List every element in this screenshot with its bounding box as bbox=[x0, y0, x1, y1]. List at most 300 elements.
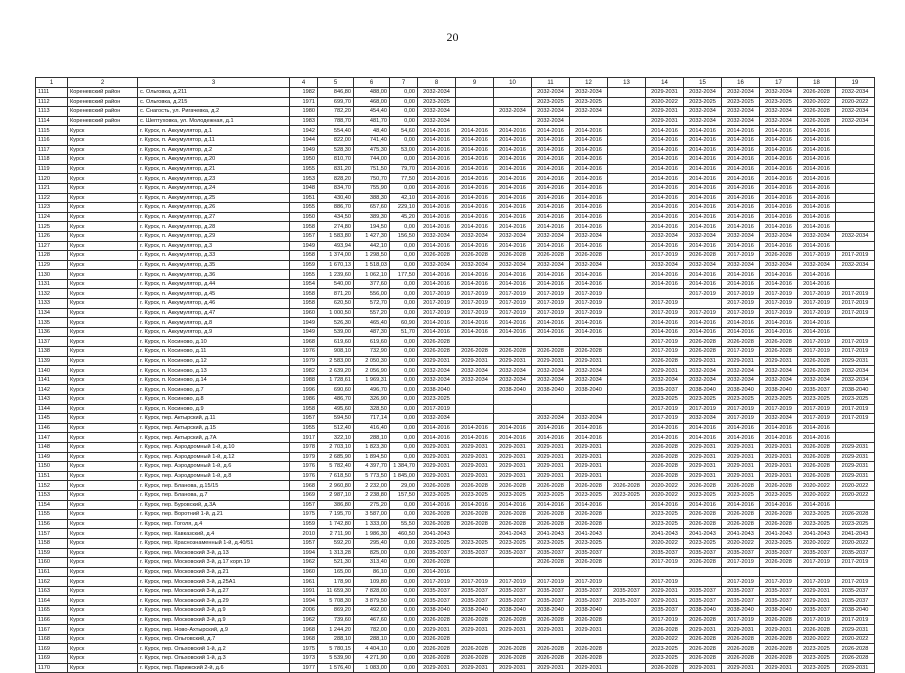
table-cell: 2032-2034 bbox=[532, 116, 570, 126]
table-cell: 2032-2034 bbox=[760, 116, 798, 126]
table-cell: 2023-2025 bbox=[570, 97, 608, 107]
table-cell: 2038-2040 bbox=[836, 385, 875, 395]
table-cell: 0,00 bbox=[390, 97, 418, 107]
table-cell bbox=[608, 567, 646, 577]
table-cell: 1 384,70 bbox=[390, 462, 418, 472]
table-cell: 2026-2028 bbox=[836, 654, 875, 664]
table-cell: 495,60 bbox=[318, 404, 354, 414]
table-cell: 2014-2016 bbox=[418, 433, 456, 443]
table-cell: 1957 bbox=[290, 231, 318, 241]
table-cell: Курск bbox=[68, 615, 138, 625]
table-cell: 0,00 bbox=[390, 260, 418, 270]
table-cell: 2014-2016 bbox=[798, 203, 836, 213]
table-cell: 1112 bbox=[36, 97, 68, 107]
table-cell: 1128 bbox=[36, 251, 68, 261]
table-cell: 2017-2019 bbox=[646, 299, 684, 309]
table-cell: 322,10 bbox=[318, 433, 354, 443]
table-cell: 2014-2016 bbox=[798, 135, 836, 145]
table-cell: 1979 bbox=[290, 452, 318, 462]
table-cell: 2029-2031 bbox=[456, 452, 494, 462]
table-cell: 2017-2019 bbox=[684, 308, 722, 318]
table-cell: 2017-2019 bbox=[760, 308, 798, 318]
table-cell: 2014-2016 bbox=[760, 318, 798, 328]
table-row bbox=[36, 289, 875, 299]
table-cell: 2032-2034 bbox=[532, 88, 570, 98]
table-cell: 288,10 bbox=[354, 634, 390, 644]
table-cell: 2014-2016 bbox=[646, 174, 684, 184]
table-cell: 2023-2025 bbox=[684, 395, 722, 405]
table-cell bbox=[608, 644, 646, 654]
table-cell: 2032-2034 bbox=[494, 107, 532, 117]
table-cell: 1988 bbox=[290, 375, 318, 385]
table-cell: 2026-2028 bbox=[456, 481, 494, 491]
table-cell: 2014-2016 bbox=[646, 203, 684, 213]
table-cell: 487,30 bbox=[354, 327, 390, 337]
table-cell: 2017-2019 bbox=[532, 289, 570, 299]
table-cell: 2038-2040 bbox=[722, 606, 760, 616]
table-cell: 2029-2031 bbox=[760, 625, 798, 635]
table-cell: 2014-2016 bbox=[760, 155, 798, 165]
table-cell: 1170 bbox=[36, 663, 68, 673]
table-row bbox=[36, 433, 875, 443]
table-cell bbox=[836, 135, 875, 145]
table-cell: 2014-2016 bbox=[456, 155, 494, 165]
table-cell: 1955 bbox=[290, 423, 318, 433]
table-cell: 2023-2025 bbox=[646, 519, 684, 529]
table-cell: 1153 bbox=[36, 490, 68, 500]
table-cell: 2029-2031 bbox=[494, 462, 532, 472]
table-cell bbox=[494, 414, 532, 424]
table-cell: 2020-2022 bbox=[722, 538, 760, 548]
table-row bbox=[36, 308, 875, 318]
table-cell: Курск bbox=[68, 423, 138, 433]
table-cell bbox=[608, 433, 646, 443]
table-cell: 2014-2016 bbox=[494, 241, 532, 251]
table-cell: 2023-2025 bbox=[684, 490, 722, 500]
table-cell: 460,50 bbox=[390, 529, 418, 539]
table-cell: 2020-2022 bbox=[646, 490, 684, 500]
table-cell: 2026-2028 bbox=[798, 471, 836, 481]
column-header: 19 bbox=[836, 78, 875, 88]
table-cell bbox=[684, 299, 722, 309]
table-cell: 2029-2031 bbox=[760, 356, 798, 366]
table-cell: 2041-2043 bbox=[418, 529, 456, 539]
table-cell: 2014-2016 bbox=[684, 433, 722, 443]
table-cell: 2014-2016 bbox=[722, 327, 760, 337]
table-cell: 2014-2016 bbox=[798, 433, 836, 443]
table-cell: 5 782,40 bbox=[318, 462, 354, 472]
table-cell: 2032-2034 bbox=[722, 260, 760, 270]
table-cell: 2032-2034 bbox=[722, 88, 760, 98]
table-cell: 2017-2019 bbox=[532, 299, 570, 309]
table-cell bbox=[570, 634, 608, 644]
table-cell: 2014-2016 bbox=[722, 203, 760, 213]
table-cell: Курск bbox=[68, 251, 138, 261]
table-cell: 2023-2025 bbox=[646, 510, 684, 520]
table-cell: 2038-2040 bbox=[570, 606, 608, 616]
table-row bbox=[36, 203, 875, 213]
table-cell: 2026-2028 bbox=[532, 654, 570, 664]
table-cell: 0,00 bbox=[390, 577, 418, 587]
table-cell: 5 773,50 bbox=[354, 471, 390, 481]
table-cell: 0,00 bbox=[390, 558, 418, 568]
table-cell: 2029-2031 bbox=[760, 452, 798, 462]
table-cell: 2014-2016 bbox=[798, 500, 836, 510]
table-cell: 2017-2019 bbox=[836, 337, 875, 347]
table-cell: 2014-2016 bbox=[532, 279, 570, 289]
table-row bbox=[36, 318, 875, 328]
table-cell: 2026-2028 bbox=[570, 510, 608, 520]
table-cell: 2017-2019 bbox=[836, 577, 875, 587]
table-cell: 540,00 bbox=[318, 279, 354, 289]
table-cell bbox=[836, 500, 875, 510]
table-cell: 2014-2016 bbox=[798, 164, 836, 174]
table-cell: 2023-2025 bbox=[798, 519, 836, 529]
table-cell: Курск bbox=[68, 126, 138, 136]
table-cell: 1116 bbox=[36, 135, 68, 145]
table-cell: 0,00 bbox=[390, 452, 418, 462]
table-cell: 2014-2016 bbox=[798, 241, 836, 251]
table-cell: г. Курск, пер. Буровский, д.3А bbox=[138, 500, 290, 510]
table-cell: 0,00 bbox=[390, 116, 418, 126]
table-cell: 2023-2025 bbox=[570, 538, 608, 548]
table-cell: 2041-2043 bbox=[532, 529, 570, 539]
table-cell: Курск bbox=[68, 241, 138, 251]
table-cell: 2032-2034 bbox=[418, 107, 456, 117]
table-cell: Курск bbox=[68, 433, 138, 443]
table-cell: 2 056,90 bbox=[354, 366, 390, 376]
table-cell: 2032-2034 bbox=[798, 260, 836, 270]
table-cell: 2017-2019 bbox=[646, 308, 684, 318]
table-cell: 2014-2016 bbox=[532, 135, 570, 145]
table-cell: 2023-2025 bbox=[608, 490, 646, 500]
table-cell: 2014-2016 bbox=[570, 145, 608, 155]
table-cell: 2032-2034 bbox=[418, 260, 456, 270]
table-cell: 1975 bbox=[290, 644, 318, 654]
table-cell: Кореневский район bbox=[68, 97, 138, 107]
table-cell: г. Курск, пер. Актырский, д.7А bbox=[138, 433, 290, 443]
table-cell: 0,00 bbox=[390, 107, 418, 117]
table-row bbox=[36, 327, 875, 337]
table-cell: 2014-2016 bbox=[798, 155, 836, 165]
table-cell: 2014-2016 bbox=[532, 423, 570, 433]
table-cell: 2029-2031 bbox=[760, 462, 798, 472]
table-cell: 1968 bbox=[290, 625, 318, 635]
table-cell: 2017-2019 bbox=[494, 577, 532, 587]
table-cell: 2017-2019 bbox=[798, 577, 836, 587]
table-cell: с. Ольговка, д.215 bbox=[138, 97, 290, 107]
table-cell: 2014-2016 bbox=[532, 155, 570, 165]
table-cell: 2032-2034 bbox=[532, 107, 570, 117]
table-cell: 1166 bbox=[36, 615, 68, 625]
table-cell: г. Курск, пер. Московский 3-й, д.13 bbox=[138, 548, 290, 558]
table-cell: 2026-2028 bbox=[798, 442, 836, 452]
table-row bbox=[36, 586, 875, 596]
table-cell: г. Курск, п. Аккумулятор, д.8 bbox=[138, 318, 290, 328]
table-cell: 1131 bbox=[36, 279, 68, 289]
table-cell bbox=[570, 116, 608, 126]
table-cell: 2023-2025 bbox=[494, 490, 532, 500]
table-cell: 2032-2034 bbox=[836, 260, 875, 270]
table-cell: 2014-2016 bbox=[418, 164, 456, 174]
table-cell: 526,30 bbox=[318, 318, 354, 328]
column-header: 9 bbox=[456, 78, 494, 88]
table-cell bbox=[646, 289, 684, 299]
table-cell bbox=[608, 510, 646, 520]
table-cell bbox=[836, 203, 875, 213]
table-cell: 750,70 bbox=[354, 174, 390, 184]
table-cell: 2017-2019 bbox=[646, 577, 684, 587]
table-cell: 1975 bbox=[290, 510, 318, 520]
table-cell: 1113 bbox=[36, 107, 68, 117]
table-row bbox=[36, 471, 875, 481]
table-cell: 2029-2031 bbox=[760, 442, 798, 452]
table-cell: 2032-2034 bbox=[456, 231, 494, 241]
housing-schedule-table bbox=[35, 77, 875, 673]
table-cell: г. Курск, п. Аккумулятор, д.20 bbox=[138, 155, 290, 165]
table-cell: 1950 bbox=[290, 155, 318, 165]
table-cell: 2014-2016 bbox=[798, 193, 836, 203]
table-cell: 1917 bbox=[290, 433, 318, 443]
table-cell: 0,00 bbox=[390, 385, 418, 395]
table-cell: 1951 bbox=[290, 193, 318, 203]
table-cell: 2032-2034 bbox=[570, 414, 608, 424]
table-cell: 7 195,70 bbox=[318, 510, 354, 520]
table-cell: 2026-2028 bbox=[532, 510, 570, 520]
table-cell: 2014-2016 bbox=[646, 183, 684, 193]
table-cell: 2017-2019 bbox=[532, 308, 570, 318]
table-cell: 2029-2031 bbox=[646, 586, 684, 596]
table-cell: 0,00 bbox=[390, 567, 418, 577]
table-row bbox=[36, 423, 875, 433]
table-cell bbox=[836, 241, 875, 251]
table-cell: 2014-2016 bbox=[418, 500, 456, 510]
table-cell: 2014-2016 bbox=[760, 126, 798, 136]
table-cell: 2017-2019 bbox=[836, 404, 875, 414]
table-cell bbox=[456, 634, 494, 644]
table-cell: 2026-2028 bbox=[570, 654, 608, 664]
table-cell bbox=[532, 337, 570, 347]
table-cell: 2026-2028 bbox=[418, 347, 456, 357]
table-cell: 2029-2031 bbox=[684, 462, 722, 472]
table-cell: 2026-2028 bbox=[494, 251, 532, 261]
table-cell: 2014-2016 bbox=[494, 126, 532, 136]
table-cell bbox=[608, 327, 646, 337]
table-cell bbox=[456, 567, 494, 577]
table-cell bbox=[608, 663, 646, 673]
table-cell: 521,30 bbox=[318, 558, 354, 568]
table-cell: 2014-2016 bbox=[494, 327, 532, 337]
table-cell: 2014-2016 bbox=[722, 241, 760, 251]
table-cell: 2020-2022 bbox=[646, 97, 684, 107]
column-header: 12 bbox=[570, 78, 608, 88]
table-cell: 2029-2031 bbox=[646, 116, 684, 126]
table-cell: 2029-2031 bbox=[456, 356, 494, 366]
table-cell: 2038-2040 bbox=[418, 385, 456, 395]
table-cell: 2035-2037 bbox=[760, 586, 798, 596]
table-cell bbox=[608, 385, 646, 395]
table-cell: 2035-2037 bbox=[798, 548, 836, 558]
table-cell: г. Курск, п. Косиново, д.9 bbox=[138, 404, 290, 414]
table-cell: 1118 bbox=[36, 155, 68, 165]
table-row bbox=[36, 155, 875, 165]
table-cell: 2035-2037 bbox=[456, 596, 494, 606]
column-header: 3 bbox=[138, 78, 290, 88]
table-cell: 657,60 bbox=[354, 203, 390, 213]
table-cell: 2014-2016 bbox=[798, 279, 836, 289]
table-cell: 493,94 bbox=[318, 241, 354, 251]
table-cell: 2026-2028 bbox=[684, 615, 722, 625]
table-cell: 2035-2037 bbox=[494, 548, 532, 558]
table-cell: 5 780,15 bbox=[318, 644, 354, 654]
table-cell: 48,40 bbox=[354, 126, 390, 136]
table-cell: 2014-2016 bbox=[684, 241, 722, 251]
table-cell: 2038-2040 bbox=[456, 606, 494, 616]
table-cell: 2014-2016 bbox=[418, 203, 456, 213]
table-cell: 2032-2034 bbox=[418, 414, 456, 424]
table-cell: 475,30 bbox=[354, 145, 390, 155]
table-cell bbox=[608, 135, 646, 145]
table-cell bbox=[608, 471, 646, 481]
table-row bbox=[36, 366, 875, 376]
table-cell: 2017-2019 bbox=[456, 299, 494, 309]
table-cell: 2014-2016 bbox=[760, 164, 798, 174]
table-cell: 1169 bbox=[36, 644, 68, 654]
table-cell: 2014-2016 bbox=[722, 145, 760, 155]
table-cell: 481,70 bbox=[354, 116, 390, 126]
table-cell: 1991 bbox=[290, 586, 318, 596]
table-cell: 2014-2016 bbox=[798, 126, 836, 136]
table-row bbox=[36, 107, 875, 117]
table-cell bbox=[608, 395, 646, 405]
table-cell: 755,90 bbox=[354, 183, 390, 193]
table-cell: 741,40 bbox=[354, 135, 390, 145]
table-cell: 2017-2019 bbox=[798, 337, 836, 347]
table-cell: 2017-2019 bbox=[722, 347, 760, 357]
table-cell: 2026-2028 bbox=[684, 481, 722, 491]
table-row bbox=[36, 577, 875, 587]
table-cell: 0,00 bbox=[390, 442, 418, 452]
table-cell: 822,00 bbox=[318, 135, 354, 145]
table-cell: 2032-2034 bbox=[532, 231, 570, 241]
table-cell: 54,60 bbox=[390, 126, 418, 136]
table-cell: 1958 bbox=[290, 404, 318, 414]
table-cell: 2017-2019 bbox=[684, 289, 722, 299]
table-cell: 2023-2025 bbox=[646, 395, 684, 405]
table-cell: 2023-2025 bbox=[798, 654, 836, 664]
table-cell bbox=[532, 404, 570, 414]
table-cell: 2038-2040 bbox=[760, 606, 798, 616]
table-cell: 2014-2016 bbox=[760, 423, 798, 433]
table-cell: 2035-2037 bbox=[684, 586, 722, 596]
table-cell bbox=[836, 155, 875, 165]
table-cell: 2017-2019 bbox=[836, 299, 875, 309]
table-cell: 2029-2031 bbox=[418, 452, 456, 462]
table-cell: Курск bbox=[68, 231, 138, 241]
table-cell bbox=[532, 634, 570, 644]
table-cell bbox=[494, 395, 532, 405]
table-cell bbox=[608, 366, 646, 376]
table-cell: 2029-2031 bbox=[760, 663, 798, 673]
table-cell: 2023-2025 bbox=[760, 97, 798, 107]
table-row bbox=[36, 337, 875, 347]
column-header: 13 bbox=[608, 78, 646, 88]
table-cell bbox=[608, 222, 646, 232]
table-cell: 1986 bbox=[290, 395, 318, 405]
table-cell: 2014-2016 bbox=[532, 193, 570, 203]
table-cell bbox=[608, 251, 646, 261]
table-cell: 2 639,20 bbox=[318, 366, 354, 376]
table-cell bbox=[836, 126, 875, 136]
table-cell: 2014-2016 bbox=[760, 193, 798, 203]
table-cell: 2014-2016 bbox=[760, 174, 798, 184]
table-cell bbox=[608, 404, 646, 414]
table-cell: 2035-2037 bbox=[456, 586, 494, 596]
table-cell bbox=[456, 558, 494, 568]
table-cell: 1982 bbox=[290, 366, 318, 376]
table-cell: 2032-2034 bbox=[722, 107, 760, 117]
table-cell: 2026-2028 bbox=[494, 481, 532, 491]
table-cell: 2017-2019 bbox=[532, 577, 570, 587]
table-cell: 2014-2016 bbox=[418, 145, 456, 155]
table-cell: 2026-2028 bbox=[418, 644, 456, 654]
table-cell: 2035-2037 bbox=[722, 548, 760, 558]
table-cell: 2014-2016 bbox=[760, 241, 798, 251]
table-cell: Курск bbox=[68, 183, 138, 193]
table-cell: 2026-2028 bbox=[646, 625, 684, 635]
table-row bbox=[36, 260, 875, 270]
table-cell: 2017-2019 bbox=[418, 404, 456, 414]
table-cell: 1983 bbox=[290, 116, 318, 126]
table-cell: 194,50 bbox=[354, 222, 390, 232]
table-cell: 2029-2031 bbox=[684, 442, 722, 452]
table-cell: 1136 bbox=[36, 327, 68, 337]
table-cell bbox=[836, 327, 875, 337]
table-cell: 1144 bbox=[36, 404, 68, 414]
table-cell: 744,00 bbox=[354, 155, 390, 165]
table-cell bbox=[570, 404, 608, 414]
table-cell: 2026-2028 bbox=[418, 519, 456, 529]
table-cell bbox=[570, 567, 608, 577]
table-cell: 2014-2016 bbox=[722, 135, 760, 145]
table-cell: 2035-2037 bbox=[532, 586, 570, 596]
table-cell: 229,10 bbox=[390, 203, 418, 213]
table-cell: 1957 bbox=[290, 538, 318, 548]
table-cell: 454,40 bbox=[354, 107, 390, 117]
table-cell: 1127 bbox=[36, 241, 68, 251]
table-cell: 2032-2034 bbox=[722, 231, 760, 241]
table-cell: 2032-2034 bbox=[760, 366, 798, 376]
table-cell: 2029-2031 bbox=[456, 625, 494, 635]
table-cell: 1 894,50 bbox=[354, 452, 390, 462]
table-cell: 1958 bbox=[290, 222, 318, 232]
table-cell: 2017-2019 bbox=[722, 299, 760, 309]
table-cell: 2038-2040 bbox=[494, 606, 532, 616]
table-cell: 1968 bbox=[290, 337, 318, 347]
table-cell: 2014-2016 bbox=[684, 222, 722, 232]
table-cell: 2017-2019 bbox=[798, 308, 836, 318]
table-cell bbox=[608, 270, 646, 280]
table-cell: 0,00 bbox=[390, 663, 418, 673]
table-cell: 732,90 bbox=[354, 347, 390, 357]
table-cell: 1 742,80 bbox=[318, 519, 354, 529]
table-cell: 2026-2028 bbox=[494, 510, 532, 520]
table-cell: 2032-2034 bbox=[760, 260, 798, 270]
table-cell: 1125 bbox=[36, 222, 68, 232]
table-cell bbox=[836, 270, 875, 280]
table-cell: Кореневский район bbox=[68, 116, 138, 126]
table-cell: 1146 bbox=[36, 423, 68, 433]
